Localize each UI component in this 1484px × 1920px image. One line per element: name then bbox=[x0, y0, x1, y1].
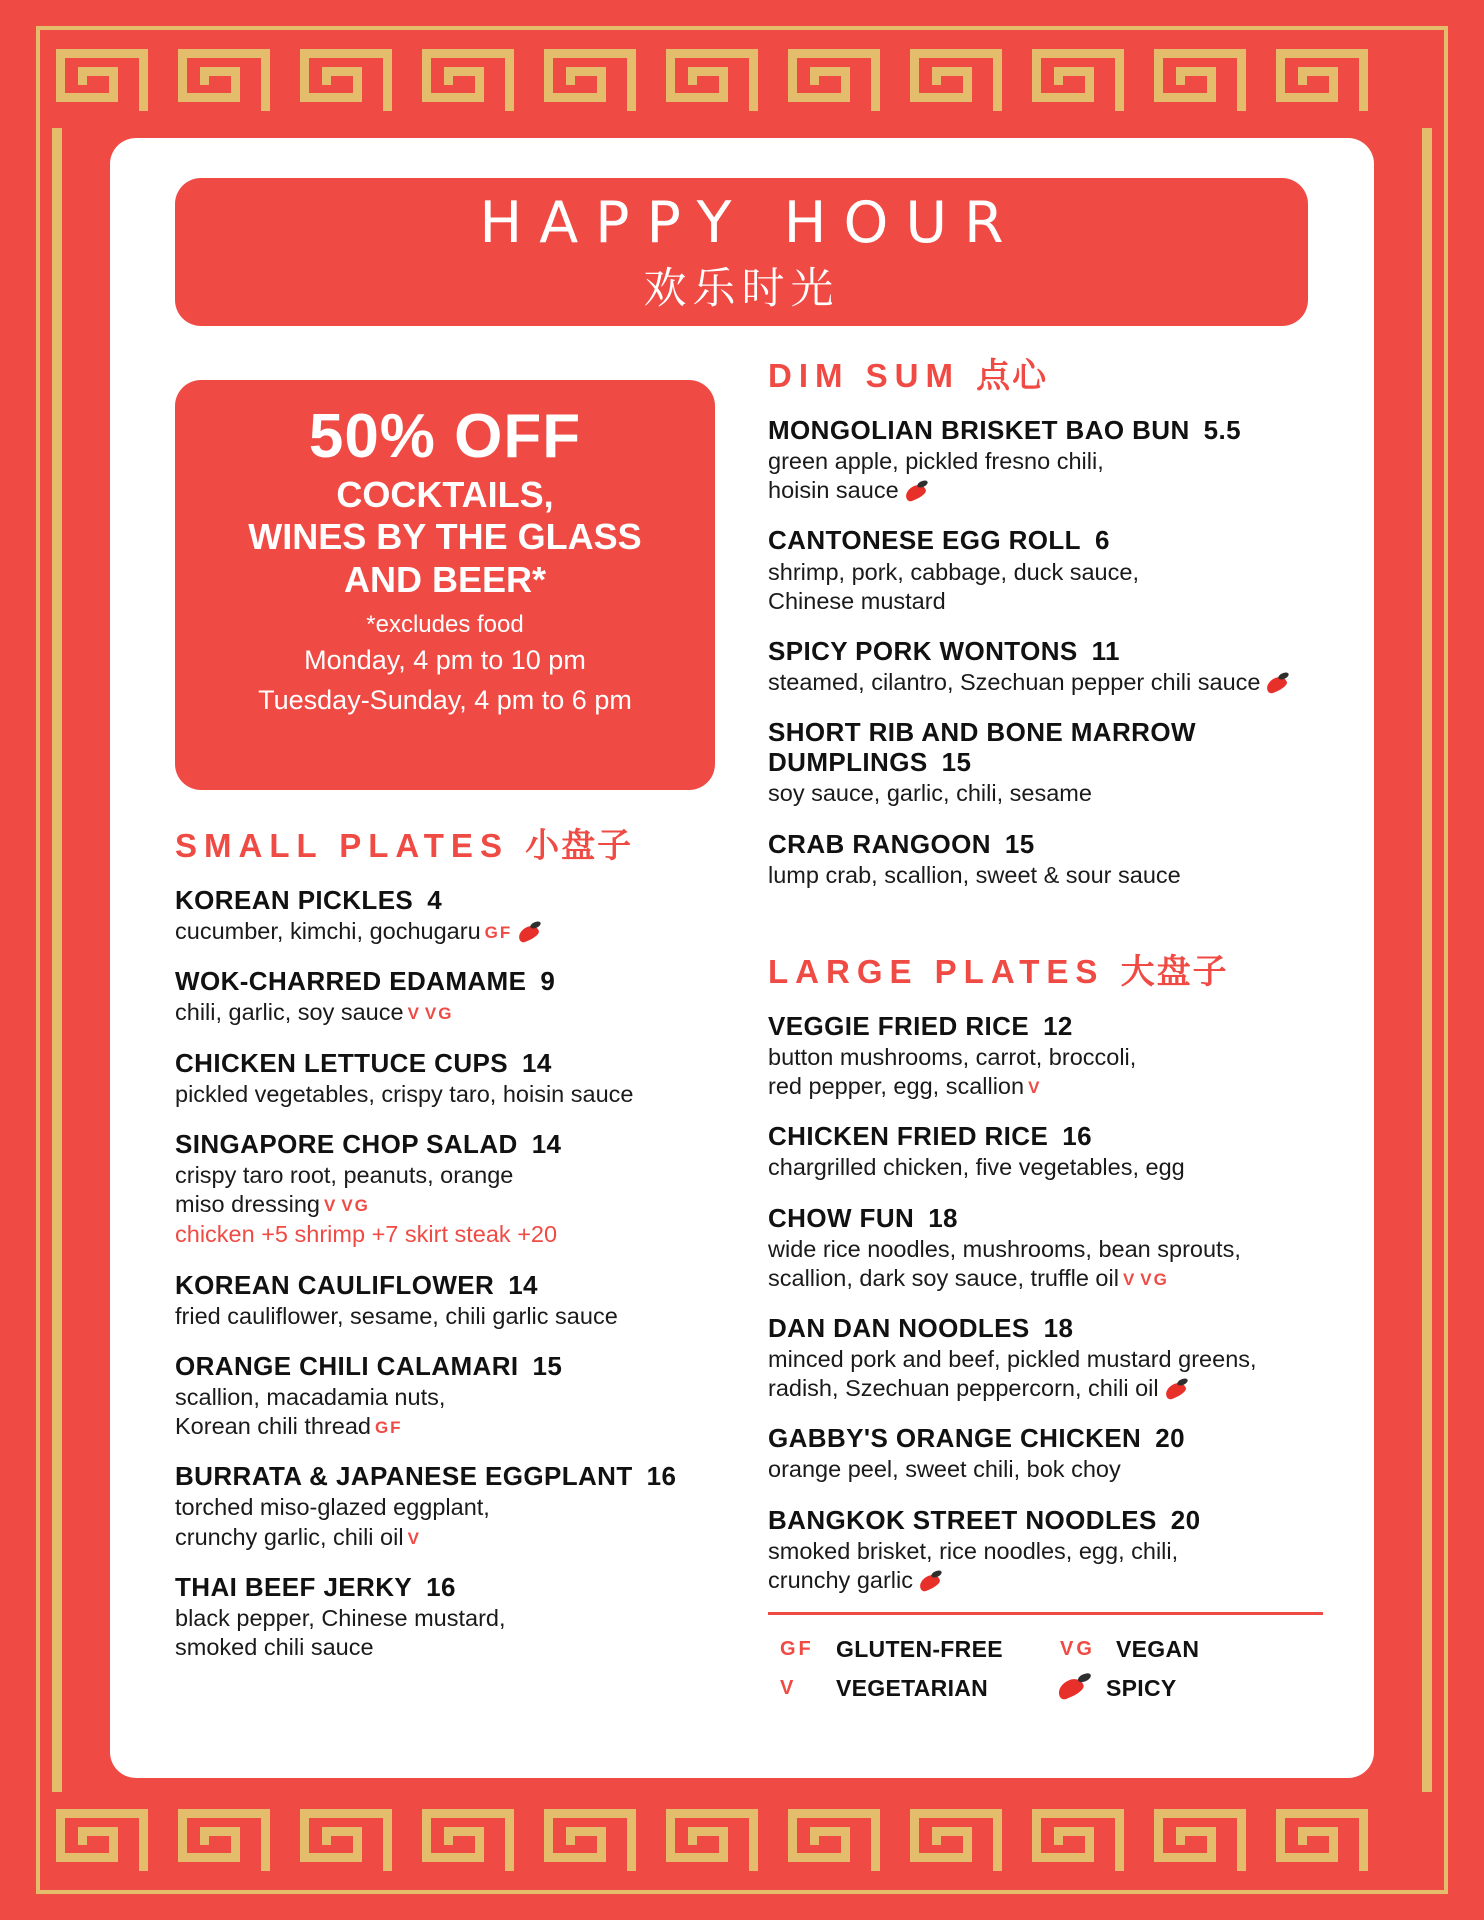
diet-tag: VG bbox=[1140, 1269, 1169, 1289]
greek-key-motif bbox=[52, 49, 174, 111]
chili-pepper-icon bbox=[918, 1571, 944, 1591]
section-title-chinese: 小盘子 bbox=[525, 826, 634, 866]
menu-item-description: chargrilled chicken, five vegetables, egg bbox=[768, 1154, 1185, 1181]
diet-tag: V bbox=[1122, 1269, 1137, 1289]
section-title-text: DIM SUM bbox=[768, 357, 960, 394]
menu-item-description: steamed, cilantro, Szechuan pepper chili sauce bbox=[768, 668, 1328, 697]
greek-key-motif bbox=[906, 49, 1028, 111]
menu-item bbox=[768, 415, 1328, 505]
menu-item-description: torched miso-glazed eggplant, crunchy garlic, chili oil V bbox=[175, 1494, 490, 1550]
legend-label: GLUTEN-FREE bbox=[836, 1636, 1003, 1662]
menu-item-price: 15 bbox=[1004, 828, 1035, 859]
greek-key-motif bbox=[52, 1809, 174, 1871]
menu-item bbox=[768, 1505, 1328, 1595]
menu-item-description: pickled vegetables, crispy taro, hoisin sauce bbox=[175, 1080, 634, 1107]
greek-key-motif bbox=[662, 49, 784, 111]
menu-item-name: KOREAN PICKLES 4 bbox=[175, 885, 443, 915]
diet-tag: V bbox=[407, 1528, 421, 1548]
greek-key-motif bbox=[540, 1809, 662, 1871]
menu-item-name: CRAB RANGOON 15 bbox=[768, 828, 1035, 859]
menu-item-name: BANGKOK STREET NOODLES 20 bbox=[768, 1504, 1201, 1535]
greek-key-motif bbox=[1272, 49, 1394, 111]
menu-item-description: soy sauce, garlic, chili, sesame bbox=[768, 780, 1092, 807]
right-frame-bar bbox=[1422, 128, 1432, 1792]
legend-divider bbox=[768, 1612, 1323, 1615]
menu-item-description: wide rice noodles, mushrooms, bean sprouts, scallion, dark soy sauce, truffle oil V VG bbox=[768, 1235, 1241, 1291]
greek-key-motif bbox=[1272, 1809, 1394, 1871]
legend-entry bbox=[1048, 1636, 1328, 1663]
menu-item-description: orange peel, sweet chili, bok choy bbox=[768, 1456, 1121, 1483]
chili-pepper-icon bbox=[1056, 1674, 1094, 1704]
page-title: HAPPY HOUR bbox=[479, 189, 1021, 256]
menu-item-name: CHICKEN FRIED RICE 16 bbox=[768, 1121, 1092, 1152]
greek-key-motif bbox=[1150, 1809, 1272, 1871]
menu-item-description: button mushrooms, carrot, broccoli, red pepper, egg, scallion V bbox=[768, 1043, 1137, 1100]
menu-item bbox=[768, 1423, 1328, 1484]
diet-tag: V bbox=[407, 1004, 421, 1024]
menu-item-price: 16 bbox=[1062, 1121, 1092, 1152]
menu-item-name: MONGOLIAN BRISKET BAO BUN 5.5 bbox=[768, 415, 1242, 445]
promo-hours-tuesday-sunday: Tuesday-Sunday, 4 pm to 6 pm bbox=[258, 684, 632, 715]
promo-line-3: AND BEER* bbox=[343, 558, 547, 600]
menu-item-description: minced pork and beef, pickled mustard greens, radish, Szechuan peppercorn, chili oil bbox=[768, 1346, 1257, 1402]
diet-tag: V bbox=[323, 1196, 338, 1216]
menu-item-description: shrimp, pork, cabbage, duck sauce, Chinese mustard bbox=[768, 558, 1139, 614]
menu-item bbox=[175, 966, 745, 1027]
menu-item-price: 20 bbox=[1155, 1423, 1185, 1454]
small-plates-item-list bbox=[175, 885, 745, 1662]
diet-tag: VG bbox=[341, 1196, 370, 1216]
menu-item-price: 18 bbox=[928, 1202, 958, 1233]
diet-tag: V bbox=[1028, 1078, 1042, 1098]
legend-key: V bbox=[780, 1677, 797, 1699]
diet-tag: VG bbox=[424, 1004, 454, 1024]
page-title-chinese: 欢乐时光 bbox=[643, 264, 840, 315]
menu-item-price: 15 bbox=[532, 1350, 563, 1381]
greek-key-motif bbox=[784, 1809, 906, 1871]
menu-item bbox=[175, 1572, 745, 1662]
menu-item-name: VEGGIE FRIED RICE 12 bbox=[768, 1010, 1073, 1041]
dim-sum-item-list bbox=[768, 415, 1328, 890]
menu-item-price: 9 bbox=[540, 966, 556, 997]
menu-item bbox=[175, 1129, 745, 1250]
legend-entry bbox=[768, 1636, 1048, 1663]
menu-item-description: crispy taro root, peanuts, orange miso dressing V VG bbox=[175, 1162, 514, 1218]
chili-pepper-icon bbox=[517, 922, 543, 942]
menu-item-name: SPICY PORK WONTONS 11 bbox=[768, 635, 1120, 666]
legend bbox=[768, 1636, 1328, 1702]
chili-pepper-icon bbox=[1265, 673, 1291, 693]
bottom-greek-key-border bbox=[52, 1802, 1432, 1878]
greek-key-motif bbox=[174, 49, 296, 111]
menu-item-name: SHORT RIB AND BONE MARROW DUMPLINGS 15 bbox=[768, 717, 1196, 778]
section-title-chinese: 大盘子 bbox=[1120, 951, 1229, 992]
menu-item bbox=[768, 1011, 1328, 1101]
section-title-chinese: 点心 bbox=[976, 356, 1049, 396]
menu-item-addons: chicken +5 shrimp +7 skirt steak +20 bbox=[175, 1221, 558, 1248]
menu-item-description: lump crab, scallion, sweet & sour sauce bbox=[768, 861, 1181, 888]
menu-item-description: green apple, pickled fresno chili, hoisin sauce bbox=[768, 448, 1104, 504]
menu-item-name: WOK-CHARRED EDAMAME 9 bbox=[175, 966, 556, 997]
legend-entry bbox=[1048, 1675, 1328, 1702]
menu-item bbox=[768, 1121, 1328, 1182]
menu-item-description: chili, garlic, soy sauce V VG bbox=[175, 999, 454, 1026]
menu-item-price: 20 bbox=[1170, 1504, 1201, 1535]
legend-label: VEGAN bbox=[1116, 1636, 1200, 1662]
greek-key-motif bbox=[174, 1809, 296, 1871]
menu-item-name: DAN DAN NOODLES 18 bbox=[768, 1312, 1074, 1343]
menu-item bbox=[768, 636, 1328, 697]
legend-label: SPICY bbox=[1106, 1675, 1177, 1701]
legend-key: VG bbox=[1060, 1638, 1095, 1660]
menu-item bbox=[175, 1351, 745, 1441]
menu-item-price: 4 bbox=[427, 885, 443, 915]
greek-key-motif bbox=[1150, 49, 1272, 111]
menu-item-name: SINGAPORE CHOP SALAD 14 bbox=[175, 1128, 562, 1159]
greek-key-motif bbox=[296, 49, 418, 111]
greek-key-motif bbox=[1028, 1809, 1150, 1871]
menu-item-price: 14 bbox=[531, 1128, 562, 1159]
legend-key: GF bbox=[780, 1638, 814, 1660]
menu-item bbox=[175, 1048, 745, 1109]
menu-item-description: scallion, macadamia nuts, Korean chili thread GF bbox=[175, 1384, 446, 1440]
diet-tag: GF bbox=[374, 1418, 403, 1438]
section-title-text: LARGE PLATES bbox=[768, 952, 1105, 990]
menu-item-name: GABBY'S ORANGE CHICKEN 20 bbox=[768, 1423, 1185, 1454]
menu-item-name: THAI BEEF JERKY 16 bbox=[175, 1571, 456, 1602]
menu-item bbox=[768, 1313, 1328, 1403]
promo-box bbox=[175, 380, 715, 790]
menu-item bbox=[175, 1461, 745, 1551]
menu-item-price: 15 bbox=[941, 747, 972, 778]
greek-key-motif bbox=[1028, 49, 1150, 111]
menu-item-name: CHOW FUN 18 bbox=[768, 1202, 958, 1233]
left-frame-bar bbox=[52, 128, 62, 1792]
chili-pepper-icon bbox=[1164, 1379, 1190, 1399]
menu-item bbox=[768, 717, 1328, 808]
greek-key-motif bbox=[540, 49, 662, 111]
promo-hours-monday: Monday, 4 pm to 10 pm bbox=[304, 645, 586, 676]
section-title-dim-sum bbox=[768, 348, 1328, 397]
small-plates-column bbox=[175, 818, 745, 1682]
menu-item-description: black pepper, Chinese mustard, smoked chili sauce bbox=[175, 1604, 506, 1660]
menu-item-price: 12 bbox=[1043, 1010, 1073, 1041]
chili-pepper-icon bbox=[904, 481, 930, 501]
promo-disclaimer: *excludes food bbox=[366, 611, 524, 639]
legend-label: VEGETARIAN bbox=[836, 1675, 989, 1701]
menu-item-price: 14 bbox=[522, 1047, 552, 1078]
greek-key-motif bbox=[906, 1809, 1028, 1871]
greek-key-motif bbox=[296, 1809, 418, 1871]
section-title-large-plates bbox=[768, 944, 1328, 993]
large-plates-item-list bbox=[768, 1011, 1328, 1595]
menu-item bbox=[175, 885, 745, 946]
greek-key-motif bbox=[662, 1809, 784, 1871]
menu-header bbox=[175, 178, 1308, 326]
menu-item-price: 6 bbox=[1094, 525, 1110, 556]
menu-item-name: KOREAN CAULIFLOWER 14 bbox=[175, 1269, 538, 1300]
menu-item-description: smoked brisket, rice noodles, egg, chili, crunchy garlic bbox=[768, 1537, 1179, 1593]
promo-line-1: COCKTAILS, bbox=[336, 474, 554, 515]
section-title-text: SMALL PLATES bbox=[175, 827, 509, 864]
menu-item-description: cucumber, kimchi, gochugaru GF bbox=[175, 917, 745, 946]
section-title-small-plates bbox=[175, 818, 745, 867]
menu-item bbox=[768, 1203, 1328, 1293]
menu-item-name: CANTONESE EGG ROLL 6 bbox=[768, 525, 1110, 556]
menu-item-price: 16 bbox=[646, 1461, 677, 1492]
menu-item bbox=[175, 1270, 745, 1331]
greek-key-motif bbox=[418, 1809, 540, 1871]
menu-item-price: 14 bbox=[508, 1269, 538, 1300]
promo-headline: 50% OFF bbox=[308, 402, 582, 471]
menu-item-name: ORANGE CHILI CALAMARI 15 bbox=[175, 1350, 563, 1381]
menu-item-price: 11 bbox=[1091, 635, 1120, 666]
menu-item-price: 18 bbox=[1043, 1312, 1074, 1343]
legend-entry bbox=[768, 1675, 1048, 1702]
menu-item-description: fried cauliflower, sesame, chili garlic sauce bbox=[175, 1302, 618, 1329]
greek-key-motif bbox=[418, 49, 540, 111]
promo-line-2: WINES BY THE GLASS bbox=[248, 516, 642, 558]
menu-item-name: BURRATA & JAPANESE EGGPLANT 16 bbox=[175, 1461, 677, 1492]
menu-item bbox=[768, 829, 1328, 890]
diet-tag: GF bbox=[484, 923, 513, 943]
menu-item-price: 5.5 bbox=[1203, 415, 1242, 445]
top-greek-key-border bbox=[52, 42, 1432, 118]
menu-item bbox=[768, 525, 1328, 615]
greek-key-motif bbox=[784, 49, 906, 111]
menu-item-name: CHICKEN LETTUCE CUPS 14 bbox=[175, 1047, 552, 1078]
menu-item-price: 16 bbox=[426, 1571, 456, 1602]
right-column bbox=[768, 348, 1328, 1615]
